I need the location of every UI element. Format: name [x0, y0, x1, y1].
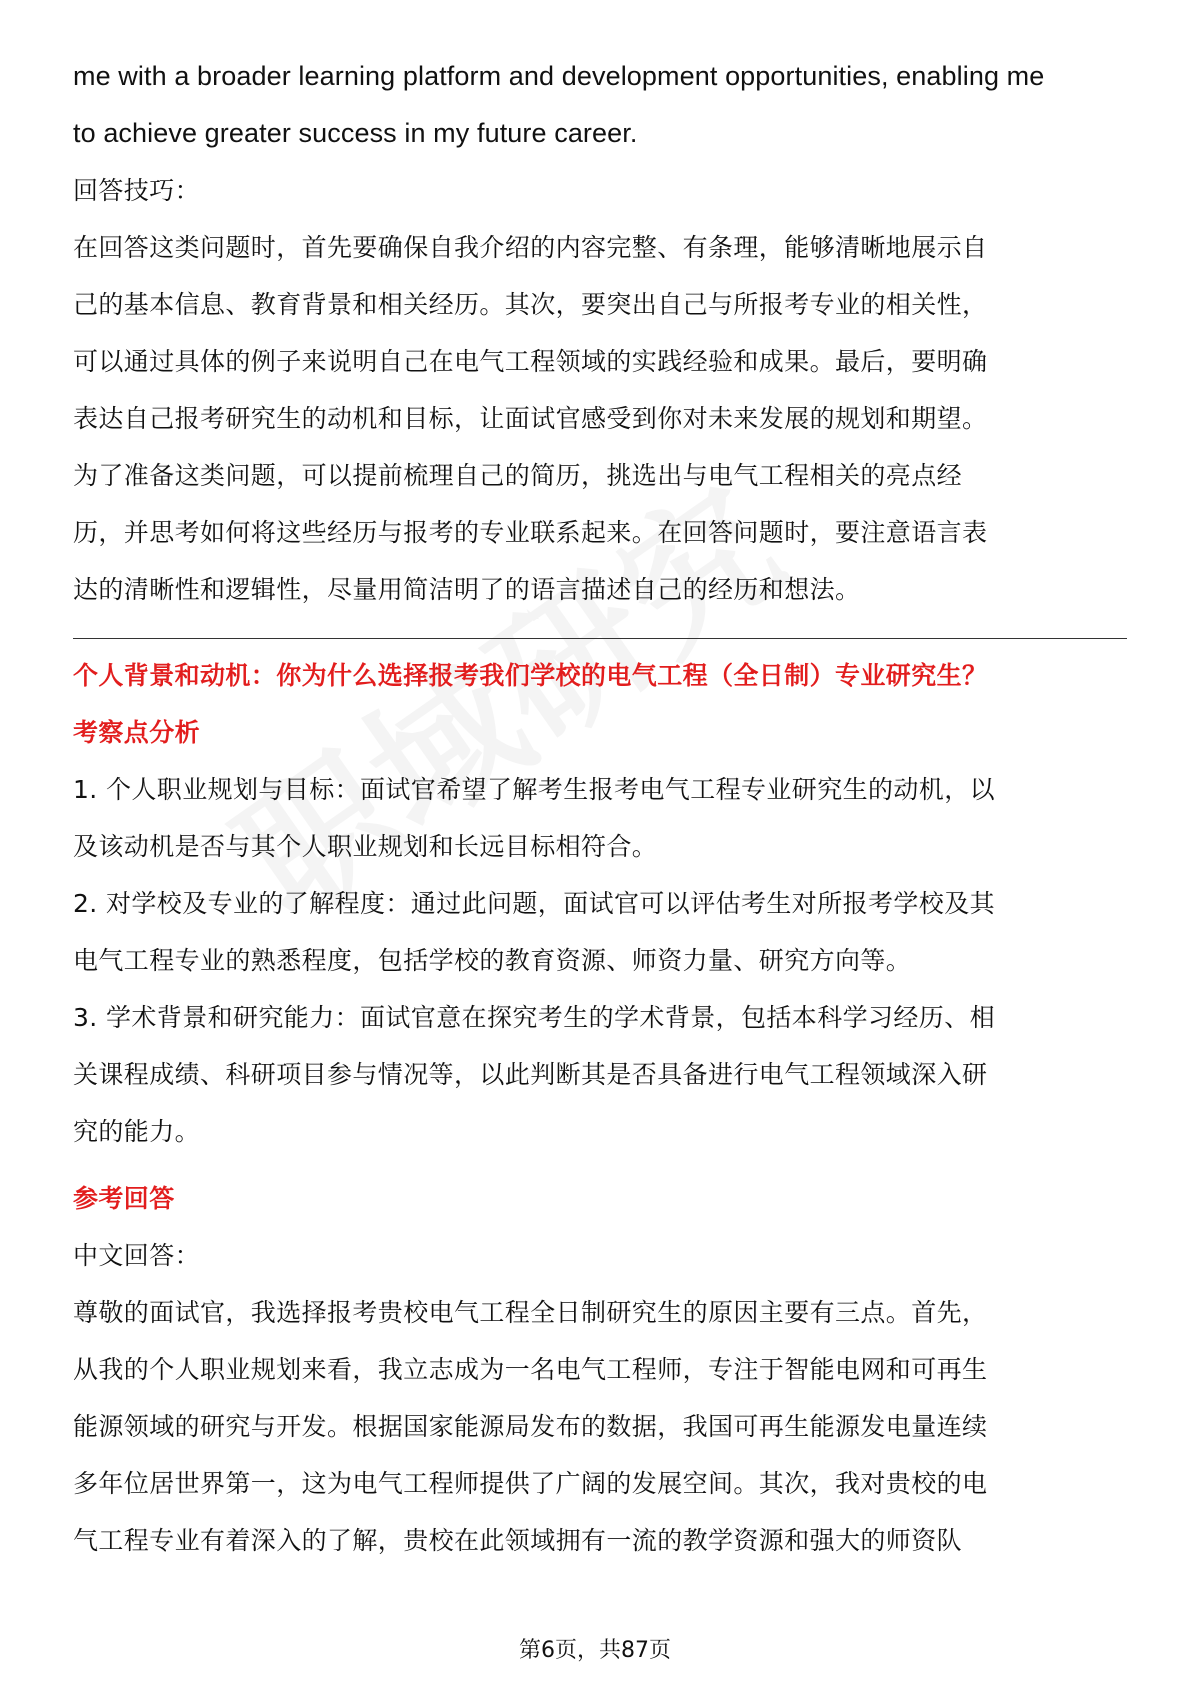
analysis-heading: 考察点分析	[73, 718, 201, 747]
analysis-point	[73, 761, 1127, 875]
paragraph-line: 尊敬的面试官，我选择报考贵校电气工程全日制研究生的原因主要有三点。首先，	[73, 1298, 988, 1327]
question-section	[73, 647, 1127, 1160]
analysis-point	[73, 989, 1127, 1160]
question-title: 个人背景和动机：你为什么选择报考我们学校的电气工程（全日制）专业研究生？	[73, 661, 988, 690]
tips-label: 回答技巧：	[73, 176, 201, 205]
paragraph-line: 及该动机是否与其个人职业规划和长远目标相符合。	[73, 832, 658, 861]
paragraph-line: 究的能力。	[73, 1117, 201, 1146]
reference-heading: 参考回答	[73, 1184, 175, 1213]
paragraph-line: 历，并思考如何将这些经历与报考的专业联系起来。在回答问题时，要注意语言表	[73, 518, 988, 547]
tips-section	[73, 162, 1127, 618]
spacer	[73, 1160, 1127, 1170]
paragraph-line: 在回答这类问题时，首先要确保自我介绍的内容完整、有条理，能够清晰地展示自	[73, 233, 988, 262]
section-divider	[73, 638, 1127, 639]
paragraph-line: 能源领域的研究与开发。根据国家能源局发布的数据，我国可再生能源发电量连续	[73, 1412, 988, 1441]
paragraph-line: 2. 对学校及专业的了解程度：通过此问题，面试官可以评估考生对所报考学校及其	[73, 889, 996, 918]
paragraph-line: 气工程专业有着深入的了解，贵校在此领域拥有一流的教学资源和强大的师资队	[73, 1526, 963, 1555]
paragraph-line: 达的清晰性和逻辑性，尽量用简洁明了的语言描述自己的经历和想法。	[73, 575, 861, 604]
paragraph-line: 表达自己报考研究生的动机和目标，让面试官感受到你对未来发展的规划和期望。	[73, 404, 988, 433]
paragraph-line: 可以通过具体的例子来说明自己在电气工程领域的实践经验和成果。最后，要明确	[73, 347, 988, 376]
paragraph-line: me with a broader learning platform and development opportunities, enabling me	[73, 61, 1045, 91]
page-number-footer: 第6页，共87页	[519, 1638, 671, 1663]
reference-section	[73, 1170, 1127, 1569]
top-paragraph	[73, 48, 1127, 162]
analysis-point	[73, 875, 1127, 989]
paragraph-line: 3. 学术背景和研究能力：面试官意在探究考生的学术背景，包括本科学习经历、相	[73, 1003, 996, 1032]
paragraph-line: 己的基本信息、教育背景和相关经历。其次，要突出自己与所报考专业的相关性，	[73, 290, 988, 319]
paragraph-line: 从我的个人职业规划来看，我立志成为一名电气工程师，专注于智能电网和可再生	[73, 1355, 988, 1384]
paragraph-line: 为了准备这类问题，可以提前梳理自己的简历，挑选出与电气工程相关的亮点经	[73, 461, 963, 490]
reference-label: 中文回答：	[73, 1241, 201, 1270]
paragraph-line: 1. 个人职业规划与目标：面试官希望了解考生报考电气工程专业研究生的动机，以	[73, 775, 996, 804]
paragraph-line: to achieve greater success in my future career.	[73, 118, 638, 148]
paragraph-line: 关课程成绩、科研项目参与情况等，以此判断其是否具备进行电气工程领域深入研	[73, 1060, 988, 1089]
paragraph-line: 多年位居世界第一，这为电气工程师提供了广阔的发展空间。其次，我对贵校的电	[73, 1469, 988, 1498]
document-page	[73, 48, 1127, 1569]
paragraph-line: 电气工程专业的熟悉程度，包括学校的教育资源、师资力量、研究方向等。	[73, 946, 912, 975]
